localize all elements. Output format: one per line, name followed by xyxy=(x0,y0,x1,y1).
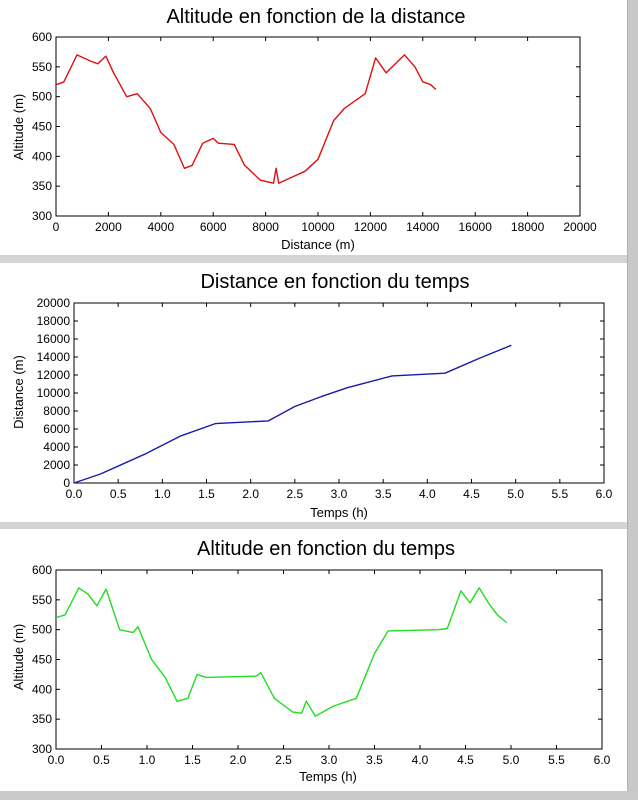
y-tick-label: 500 xyxy=(31,89,52,104)
y-tick-label: 16000 xyxy=(36,332,70,346)
window-bottom-edge xyxy=(0,791,638,800)
x-tick-label: 0 xyxy=(52,220,60,234)
x-tick-label: 5.0 xyxy=(502,753,520,767)
x-tick-label: 5.5 xyxy=(551,487,569,501)
y-tick-label: 8000 xyxy=(43,404,70,418)
chart-altitude-distance xyxy=(0,0,627,255)
x-tick-label: 6000 xyxy=(199,220,227,234)
x-tick-label: 0.0 xyxy=(47,753,65,767)
y-tick-label: 500 xyxy=(31,622,52,637)
x-tick-label: 3.5 xyxy=(366,753,383,767)
y-tick-label: 350 xyxy=(31,179,52,194)
y-tick-label: 600 xyxy=(31,30,52,44)
x-axis-label: Temps (h) xyxy=(299,769,357,784)
x-tick-label: 4.5 xyxy=(457,753,474,767)
y-tick-label: 6000 xyxy=(43,422,70,436)
y-tick-label: 300 xyxy=(31,742,52,756)
chart-title: Distance en fonction du temps xyxy=(200,271,470,293)
x-tick-label: 0.5 xyxy=(93,753,110,767)
x-axis-label: Distance (m) xyxy=(281,237,355,252)
series-line-altitude xyxy=(56,588,507,716)
x-tick-label: 0.0 xyxy=(65,487,83,501)
x-tick-label: 3.0 xyxy=(320,753,338,767)
x-tick-label: 20000 xyxy=(563,220,597,234)
x-tick-label: 1.0 xyxy=(138,753,156,767)
chart-panel-altitude-distance xyxy=(0,0,627,255)
y-tick-label: 350 xyxy=(31,712,52,727)
window-right-edge xyxy=(627,0,638,800)
chart-title: Altitude en fonction du temps xyxy=(197,538,455,560)
x-tick-label: 14000 xyxy=(406,220,440,234)
y-tick-label: 450 xyxy=(31,119,52,134)
x-tick-label: 2.0 xyxy=(229,753,247,767)
chart-panel-altitude-time xyxy=(0,529,627,791)
x-tick-label: 3.5 xyxy=(374,487,392,501)
x-axis-label: Temps (h) xyxy=(310,505,368,520)
chart-distance-time xyxy=(0,263,627,522)
x-tick-label: 2.5 xyxy=(275,753,292,767)
chart-title: Altitude en fonction de la distance xyxy=(166,6,466,28)
chart-panel-distance-time xyxy=(0,263,627,522)
y-tick-label: 450 xyxy=(31,652,52,667)
x-tick-label: 8000 xyxy=(252,220,279,234)
y-tick-label: 4000 xyxy=(43,440,70,454)
y-tick-label: 400 xyxy=(31,682,52,697)
x-tick-label: 4000 xyxy=(147,220,175,234)
x-tick-label: 3.0 xyxy=(330,487,348,501)
y-tick-label: 18000 xyxy=(36,314,70,328)
x-tick-label: 1.5 xyxy=(184,753,201,767)
x-tick-label: 4.0 xyxy=(411,753,429,767)
x-tick-label: 6.0 xyxy=(595,487,613,501)
y-tick-label: 12000 xyxy=(36,368,70,382)
plot-frame xyxy=(56,570,602,749)
series-line-altitude xyxy=(56,55,436,183)
y-tick-label: 300 xyxy=(31,209,52,223)
y-tick-label: 10000 xyxy=(36,386,70,400)
x-tick-label: 1.5 xyxy=(198,487,215,501)
x-tick-label: 5.0 xyxy=(507,487,525,501)
y-tick-label: 2000 xyxy=(43,458,70,472)
x-tick-label: 4.0 xyxy=(418,487,436,501)
y-tick-label: 600 xyxy=(31,563,52,577)
x-tick-label: 0.5 xyxy=(109,487,127,501)
x-tick-label: 4.5 xyxy=(463,487,480,501)
y-tick-label: 550 xyxy=(31,592,52,607)
plot-frame xyxy=(56,37,580,216)
x-tick-label: 10000 xyxy=(301,220,335,234)
x-tick-label: 6.0 xyxy=(593,753,611,767)
plot-frame xyxy=(74,303,604,483)
x-tick-label: 2000 xyxy=(95,220,122,234)
y-tick-label: 400 xyxy=(31,149,52,164)
x-tick-label: 1.0 xyxy=(153,487,171,501)
y-tick-label: 14000 xyxy=(36,350,70,364)
y-axis-label: Altitude (m) xyxy=(11,623,26,691)
y-tick-label: 550 xyxy=(31,59,52,74)
x-tick-label: 5.5 xyxy=(548,753,565,767)
y-tick-label: 0 xyxy=(63,476,70,490)
x-tick-label: 2.5 xyxy=(286,487,304,501)
x-tick-label: 18000 xyxy=(510,220,545,234)
series-line-distance xyxy=(74,345,511,483)
chart-altitude-time xyxy=(0,529,627,791)
x-tick-label: 12000 xyxy=(353,220,388,234)
x-tick-label: 2.0 xyxy=(242,487,260,501)
x-tick-label: 16000 xyxy=(458,220,492,234)
y-axis-label: Altitude (m) xyxy=(11,93,26,161)
y-tick-label: 20000 xyxy=(36,296,70,310)
y-axis-label: Distance (m) xyxy=(11,355,26,429)
